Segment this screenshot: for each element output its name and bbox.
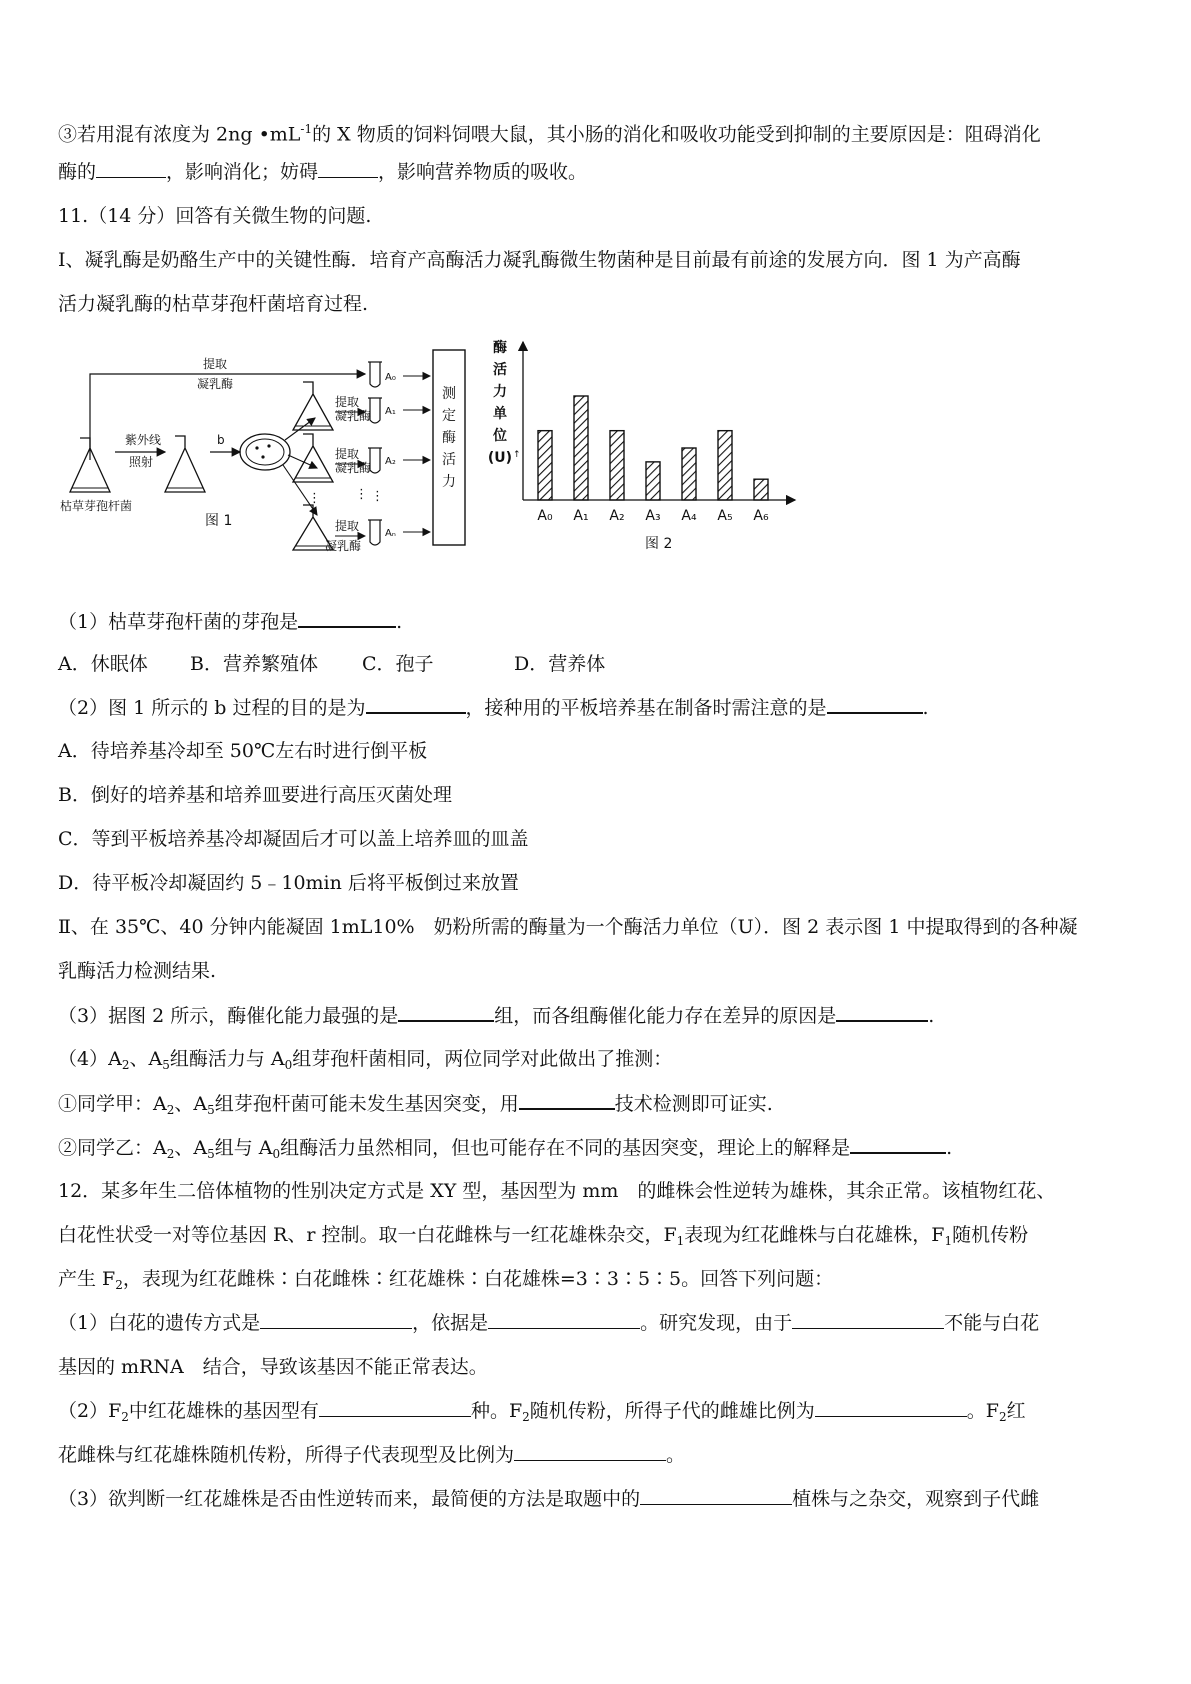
text: 种。F [470,1400,523,1422]
y-label-char: 活 [493,362,507,378]
text: 组酶活力与 A [169,1048,285,1070]
q10-line-2 [58,159,1138,185]
text: 不能与白花 [944,1312,1040,1334]
tube-label: A₀ [385,372,396,383]
answer-blank[interactable] [640,1486,792,1505]
q12-2 [58,1398,1138,1430]
figure2-chart [488,339,795,552]
q10-line-1 [58,116,1138,147]
q11-part2-line-1: Ⅱ、在 35℃、40 分钟内能凝固 1mL10% 奶粉所需的酶量为一个酶活力单位（U）．图 2 表示图 1 中提取得到的各种凝 [58,916,1078,938]
q12-2-line-2 [58,1442,1138,1468]
answer-blank[interactable] [827,694,923,714]
text: 红 [1006,1400,1026,1422]
y-label-char: 酶 [493,340,507,356]
answer-blank[interactable] [815,1398,967,1417]
flask-icon [293,434,333,482]
option-b: B．营养繁殖体 [190,653,318,675]
q12-1 [58,1310,1138,1336]
q11-intro-line-1: Ⅰ、凝乳酶是奶酪生产中的关键性酶．培育产高酶活力凝乳酶微生物菌种是目前最有前途的发展方向．图 1 为产高酶 [58,249,1021,271]
figure2-caption: 图 2 [645,536,673,552]
x-tick-label: A₅ [717,508,733,524]
x-tick-label: A₂ [609,508,625,524]
text: ，依据是 [412,1312,489,1334]
answer-blank[interactable] [298,608,396,628]
dots-icon: ⋮ [308,491,321,506]
tube-label: A₂ [385,456,396,467]
dots-icon: ⋮ [355,487,368,502]
text: 。研究发现，由于 [640,1312,793,1334]
text: 随机传粉 [952,1224,1029,1246]
answer-blank[interactable] [514,1442,666,1461]
flask-icon [293,382,333,430]
q11-3-text-b: 组，而各组酶催化能力存在差异的原因是 [494,1005,837,1027]
text: 组芽孢杆菌相同，两位同学对此做出了推测： [292,1048,673,1070]
text: 。F [966,1400,999,1422]
text: 白花性状受一对等位基因 R、r 控制。取一白花雌株与一红花雄株杂交，F [58,1224,677,1246]
q11-1-options [58,651,1138,677]
q11-3 [58,1002,1138,1029]
bar-4 [682,448,696,500]
y-label-char: 单 [493,406,507,422]
q10-text-a: ③若用混有浓度为 2ng •mL [58,123,301,146]
answer-blank[interactable] [366,694,466,714]
petri-dish-icon [240,434,290,470]
branch-arrow [283,465,317,515]
measure-box [433,350,465,545]
subscript: 2 [121,1410,129,1424]
q12-1-line-2: 基因的 mRNA 结合，导致该基因不能正常表达。 [58,1356,488,1378]
subscript: 2 [522,1410,530,1424]
subscript: 0 [284,1058,293,1072]
q11-1-text: （1）枯草芽孢杆菌的芽孢是 [58,611,299,633]
extract-label-top: 提取 [203,357,228,371]
q11-2-option-b: B．倒好的培养基和培养皿要进行高压灭菌处理 [58,784,452,806]
x-tick-label: A₃ [645,508,661,524]
q11-4-student-jia [58,1090,1138,1123]
test-tube-icon [368,448,382,473]
answer-blank[interactable] [96,159,166,178]
x-ticks-group [537,508,769,524]
x-tick-label: A₁ [573,508,589,524]
answer-blank[interactable] [398,1002,494,1022]
q11-intro-line-2: 活力凝乳酶的枯草芽孢杆菌培育过程. [58,293,369,315]
text: 表现为红花雌株与白花雄株，F [684,1224,945,1246]
bar-1 [574,396,588,500]
q11-4 [58,1046,1138,1078]
text: ，表现为红花雌株∶白花雌株∶红花雄株∶白花雄株=3∶3∶5∶5。回答下列问题： [122,1268,834,1290]
text: 技术检测即可证实. [614,1093,773,1115]
answer-blank[interactable] [836,1002,928,1022]
subscript: 5 [207,1147,215,1161]
q11-part2-line-2: 乳酶活力检测结果. [58,960,217,982]
flask-icon [70,438,110,492]
figure1-diagram [60,350,465,553]
bar-5 [718,431,732,500]
extract-label-top: 提取 [335,519,360,533]
text: 花雌株与红花雄株随机传粉，所得子代表现型及比例为 [58,1444,515,1466]
test-tube-icon [368,520,382,545]
extract-label-top: 提取 [335,447,360,461]
test-tube-icon [368,362,382,387]
figures-svg [60,340,865,595]
text: 、A [129,1048,163,1070]
subscript: 5 [207,1103,215,1117]
q10-text-b: 的 X 物质的饲料饲喂大鼠，其小肠的消化和吸收功能受到抑制的主要原因是：阻碍消化 [312,123,1041,146]
extract-label-bottom: 凝乳酶 [197,377,234,391]
answer-blank[interactable] [792,1310,944,1329]
q10-text-e: ，影响营养物质的吸收。 [378,161,588,183]
subscript: 2 [121,1058,130,1072]
text: 产生 F [58,1268,116,1290]
q10-superscript: -1 [300,122,313,136]
subscript: 2 [166,1147,175,1161]
period: . [396,611,403,633]
text: （1）白花的遗传方式是 [58,1312,261,1334]
q11-2-text-a: （2）图 1 所示的 b 过程的目的是为 [58,697,366,719]
bar-6 [754,479,768,500]
text: 。 [666,1444,686,1466]
q12-line-1: 12．某多年生二倍体植物的性别决定方式是 XY 型，基因型为 mm 的雌株会性逆转为雄株，其余正常。该植物红花、 [58,1180,1056,1202]
text: （2）F [58,1400,122,1422]
text: 组酶活力虽然相同，但也可能存在不同的基因突变，理论上的解释是 [280,1137,851,1159]
option-c: C．孢子 [362,653,434,675]
answer-blank[interactable] [318,159,378,178]
x-tick-label: A₄ [681,508,697,524]
option-d: D．营养体 [514,653,606,675]
period: . [928,1005,935,1027]
figure-area [60,340,865,595]
bar-2 [610,431,624,500]
test-tube-icon [368,398,382,423]
text: ②同学乙：A [58,1137,167,1159]
measure-box-label: 测定酶活力 [442,386,456,490]
q11-3-text-a: （3）据图 2 所示，酶催化能力最强的是 [58,1005,399,1027]
text: 中红花雄株的基因型有 [128,1400,319,1422]
x-tick-label: A₀ [537,508,553,524]
subscript: 1 [944,1234,953,1248]
q10-text-d: ，影响消化；妨碍 [166,161,319,183]
text: （4）A [58,1048,122,1070]
q12-line-2 [58,1222,1138,1254]
subscript: 0 [272,1147,281,1161]
text: 组芽孢杆菌可能未发生基因突变，用 [214,1093,519,1115]
figure1-caption: 图 1 [205,513,233,529]
answer-blank[interactable] [260,1310,412,1329]
extract-label-top: 提取 [335,395,360,409]
q11-2-option-a: A．待培养基冷却至 50℃左右时进行倒平板 [58,740,428,762]
q12-3 [58,1486,1138,1512]
q11-2-option-c: C．等到平板培养基冷却凝固后才可以盖上培养皿的皿盖 [58,828,529,850]
bars-group [538,396,768,500]
period: . [946,1137,953,1159]
dots-icon: ⋮ [371,489,384,504]
subscript: 5 [162,1058,170,1072]
y-tick-mark: ↑ [513,450,521,460]
q11-2-option-d: D．待平板冷却凝固约 5﹣10min 后将平板倒过来放置 [58,872,519,894]
q12-line-3 [58,1266,1138,1298]
uv-label-top: 紫外线 [125,433,162,447]
text: 组与 A [214,1137,273,1159]
subscript: 2 [115,1278,123,1292]
q11-header: 11.（14 分）回答有关微生物的问题. [58,205,372,227]
y-label-char: (U) [487,450,513,466]
subscript: 1 [676,1234,685,1248]
answer-blank[interactable] [519,1090,615,1110]
x-tick-label: A₆ [753,508,769,524]
extract-label-bottom: 凝乳酶 [335,461,372,475]
text: 、A [174,1137,208,1159]
text: ①同学甲：A [58,1093,167,1115]
text: 、A [174,1093,208,1115]
text: 植株与之杂交，观察到子代雌 [792,1488,1040,1510]
text: 随机传粉，所得子代的雌雄比例为 [529,1400,815,1422]
subscript: 2 [166,1103,175,1117]
subscript: 2 [998,1410,1007,1424]
text: （3）欲判断一红花雄株是否由性逆转而来，最简便的方法是取题中的 [58,1488,641,1510]
option-a: A．休眠体 [58,653,148,675]
y-label-char: 力 [493,384,507,400]
tube-label: Aₙ [385,528,396,539]
flask-icon [165,436,205,492]
bar-0 [538,431,552,500]
extract-label-bottom: 凝乳酶 [335,409,372,423]
period: . [922,697,929,719]
strain-label: 枯草芽孢杆菌 [60,499,133,513]
branch-arrow [285,418,315,440]
q11-2-text-b: ，接种用的平板培养基在制备时需注意的是 [465,697,827,719]
q10-text-c: 酶的 [58,161,97,183]
extract-label-bottom: 凝乳酶 [325,539,362,553]
q11-2 [58,694,1138,721]
y-label-char: 位 [493,428,507,444]
q11-1 [58,608,1138,635]
uv-label-bottom: 照射 [129,455,154,469]
bar-3 [646,462,660,500]
answer-blank[interactable] [488,1310,640,1329]
answer-blank[interactable] [850,1134,946,1154]
answer-blank[interactable] [319,1398,471,1417]
b-label: b [217,433,225,447]
q11-4-student-yi [58,1134,1138,1167]
tube-label: A₁ [385,406,396,417]
y-axis-label [488,339,512,466]
